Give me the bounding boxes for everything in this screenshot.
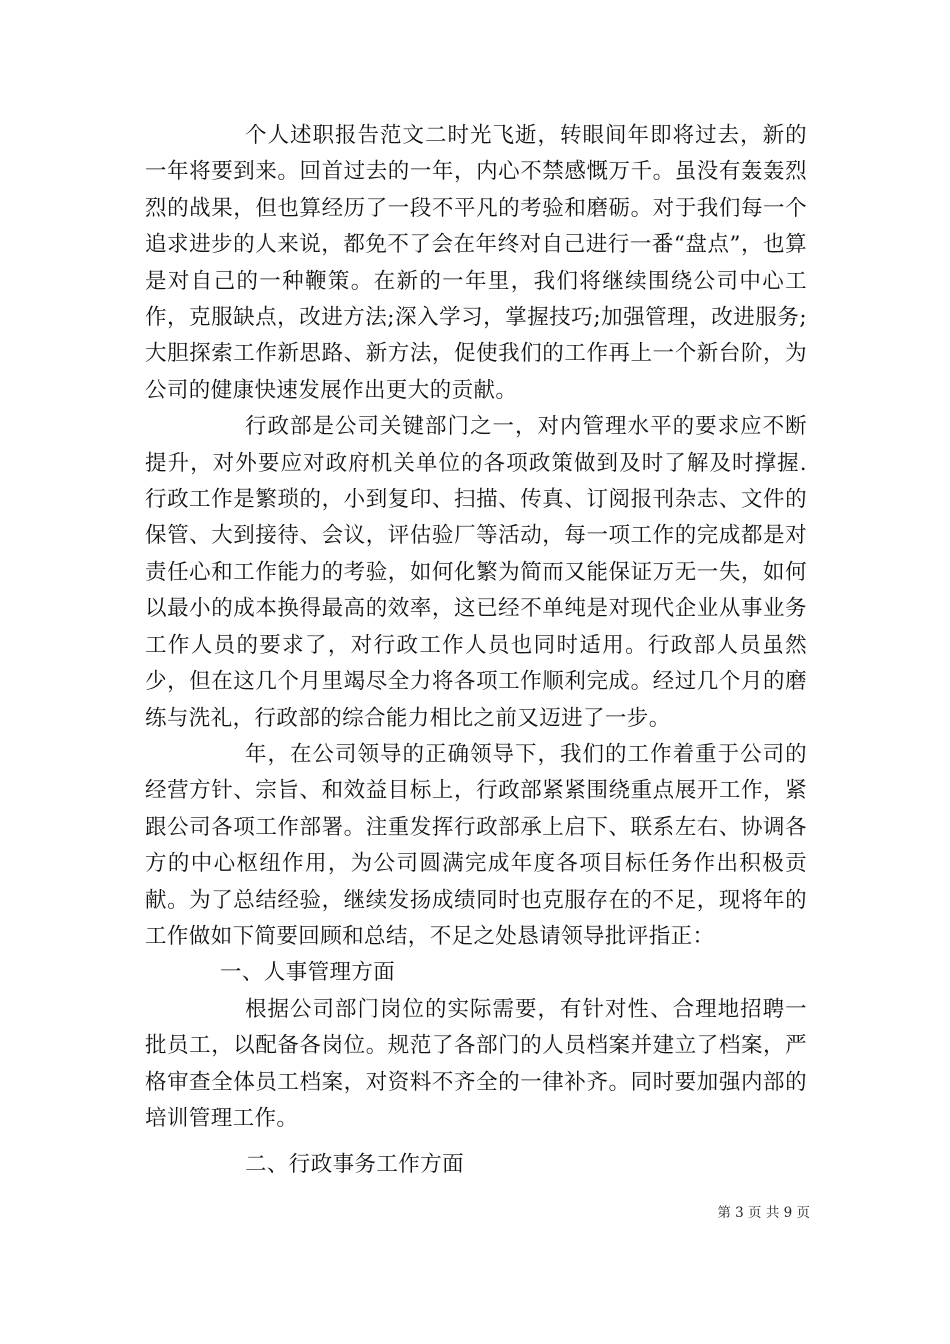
paragraph-annual-work: 年，在公司领导的正确领导下，我们的工作着重于公司的经营方针、宗旨、和效益目标上，行政部紧紧围绕重点展开工作，紧跟公司各项工作部署。注重发挥行政部承上启下、联系左右、协调各方的中心枢纽作用，为公司圆满完成年度各项目标任务作出积极贡献。为了总结经验，继续发扬成绩同时也克服存在的不足，现将年的工作做如下简要回顾和总结，不足之处恳请领导批评指正： bbox=[145, 741, 807, 949]
paragraph-personnel: 根据公司部门岗位的实际需要，有针对性、合理地招聘一批员工，以配备各岗位。规范了各部门的人员档案并建立了档案，严格审查全体员工档案，对资料不齐全的一律补齐。同时要加强内部的培训管理工作。 bbox=[145, 996, 807, 1131]
section-heading-admin-affairs: 二、行政事务工作方面 bbox=[245, 1152, 465, 1178]
paragraph-intro: 个人述职报告范文二时光飞逝，转眼间年即将过去，新的一年将要到来。回首过去的一年，内心不禁感慨万千。虽没有轰轰烈烈的战果，但也算经历了一段不平凡的考验和磨砺。对于我们每一个追求进步的人来说，都免不了会在年终对自己进行一番“盘点”，也算是对自己的一种鞭策。在新的一年里，我们将继续围绕公司中心工作，克服缺点，改进方法;深入学习，掌握技巧;加强管理，改进服务;大胆探索工作新思路、新方法，促使我们的工作再上一个新台阶，为公司的健康快速发展作出更大的贡献。 bbox=[145, 123, 807, 403]
document-body bbox=[145, 118, 807, 1184]
section-heading-personnel: 一、人事管理方面 bbox=[220, 960, 396, 986]
page-number: 第 3 页 共 9 页 bbox=[717, 1205, 810, 1221]
paragraph-admin-department: 行政部是公司关键部门之一，对内管理水平的要求应不断提升，对外要应对政府机关单位的各项政策做到及时了解及时撑握.行政工作是繁琐的，小到复印、扫描、传真、订阅报刊杂志、文件的保管、大到接待、会议，评估验厂等活动，每一项工作的完成都是对责任心和工作能力的考验，如何化繁为简而又能保证万无一失，如何以最小的成本换得最高的效率，这已经不单纯是对现代企业从事业务工作人员的要求了，对行政工作人员也同时适用。行政部人员虽然少，但在这几个月里竭尽全力将各项工作顺利完成。经过几个月的磨练与洗礼，行政部的综合能力相比之前又迈进了一步。 bbox=[145, 414, 807, 731]
